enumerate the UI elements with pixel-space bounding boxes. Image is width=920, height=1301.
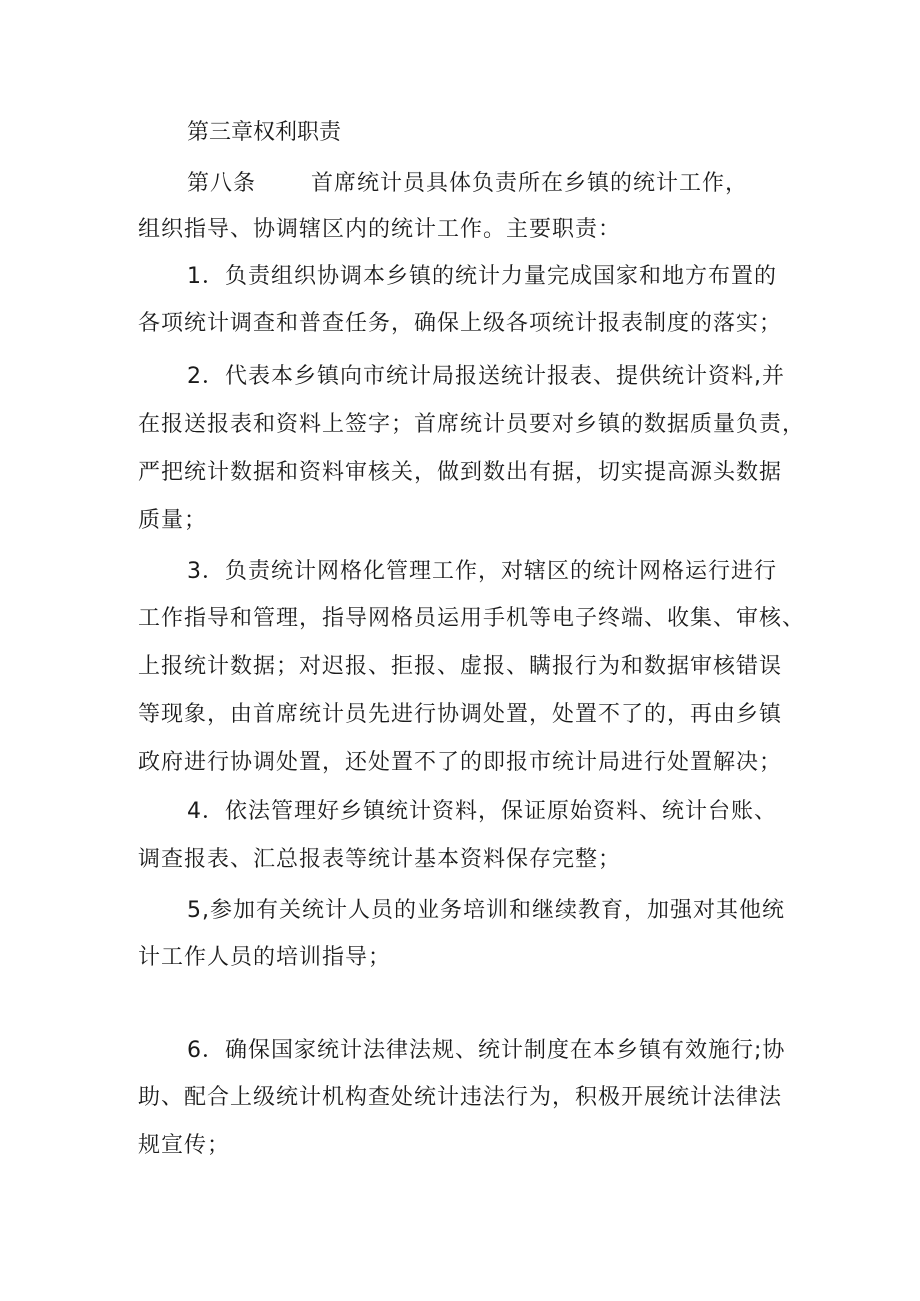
item-6-line: 规宣传； bbox=[138, 1133, 231, 1158]
item-3-line: 上报统计数据；对迟报、拒报、虚报、瞒报行为和数据审核错误 bbox=[138, 654, 783, 679]
item-2-line: 质量； bbox=[138, 508, 208, 533]
item-4-line: 调查报表、汇总报表等统计基本资料保存完整； bbox=[138, 847, 622, 872]
chapter-heading: 第三章权利职责 bbox=[187, 120, 342, 145]
item-3-line: 工作指导和管理，指导网格员运用手机等电子终端、收集、审核、 bbox=[138, 606, 806, 631]
article-label: 第八条 bbox=[187, 171, 257, 196]
item-6-line: 助、配合上级统计机构查处统计违法行为，积极开展统计法律法 bbox=[138, 1085, 783, 1110]
item-3-line: 3．负责统计网格化管理工作，对辖区的统计网格运行进行 bbox=[187, 559, 777, 584]
item-2-line: 在报送报表和资料上签字；首席统计员要对乡镇的数据质量负责， bbox=[138, 412, 806, 437]
item-1-line: 1．负责组织协调本乡镇的统计力量完成国家和地方布置的 bbox=[187, 264, 777, 289]
article-first-line bbox=[187, 169, 748, 199]
article-text: 首席统计员具体负责所在乡镇的统计工作， bbox=[311, 171, 749, 196]
item-2-line: 严把统计数据和资料审核关，做到数出有据，切实提高源头数据 bbox=[138, 460, 783, 485]
item-2-line: 2．代表本乡镇向市统计局报送统计报表、提供统计资料,并 bbox=[187, 364, 785, 389]
item-5-line: 5,参加有关统计人员的业务培训和继续教育，加强对其他统 bbox=[187, 898, 785, 923]
item-3-line: 等现象，由首席统计员先进行协调处置，处置不了的，再由乡镇 bbox=[138, 702, 783, 727]
article-text-line: 组织指导、协调辖区内的统计工作。主要职责： bbox=[138, 217, 622, 242]
item-3-line: 政府进行协调处置，还处置不了的即报市统计局进行处置解决； bbox=[138, 750, 783, 775]
item-6-line: 6．确保国家统计法律法规、统计制度在本乡镇有效施行;协 bbox=[187, 1038, 786, 1063]
item-5-line: 计工作人员的培训指导； bbox=[138, 945, 392, 970]
item-1-line: 各项统计调查和普查任务，确保上级各项统计报表制度的落实； bbox=[138, 311, 783, 336]
item-4-line: 4．依法管理好乡镇统计资料，保证原始资料、统计台账、 bbox=[187, 799, 777, 824]
